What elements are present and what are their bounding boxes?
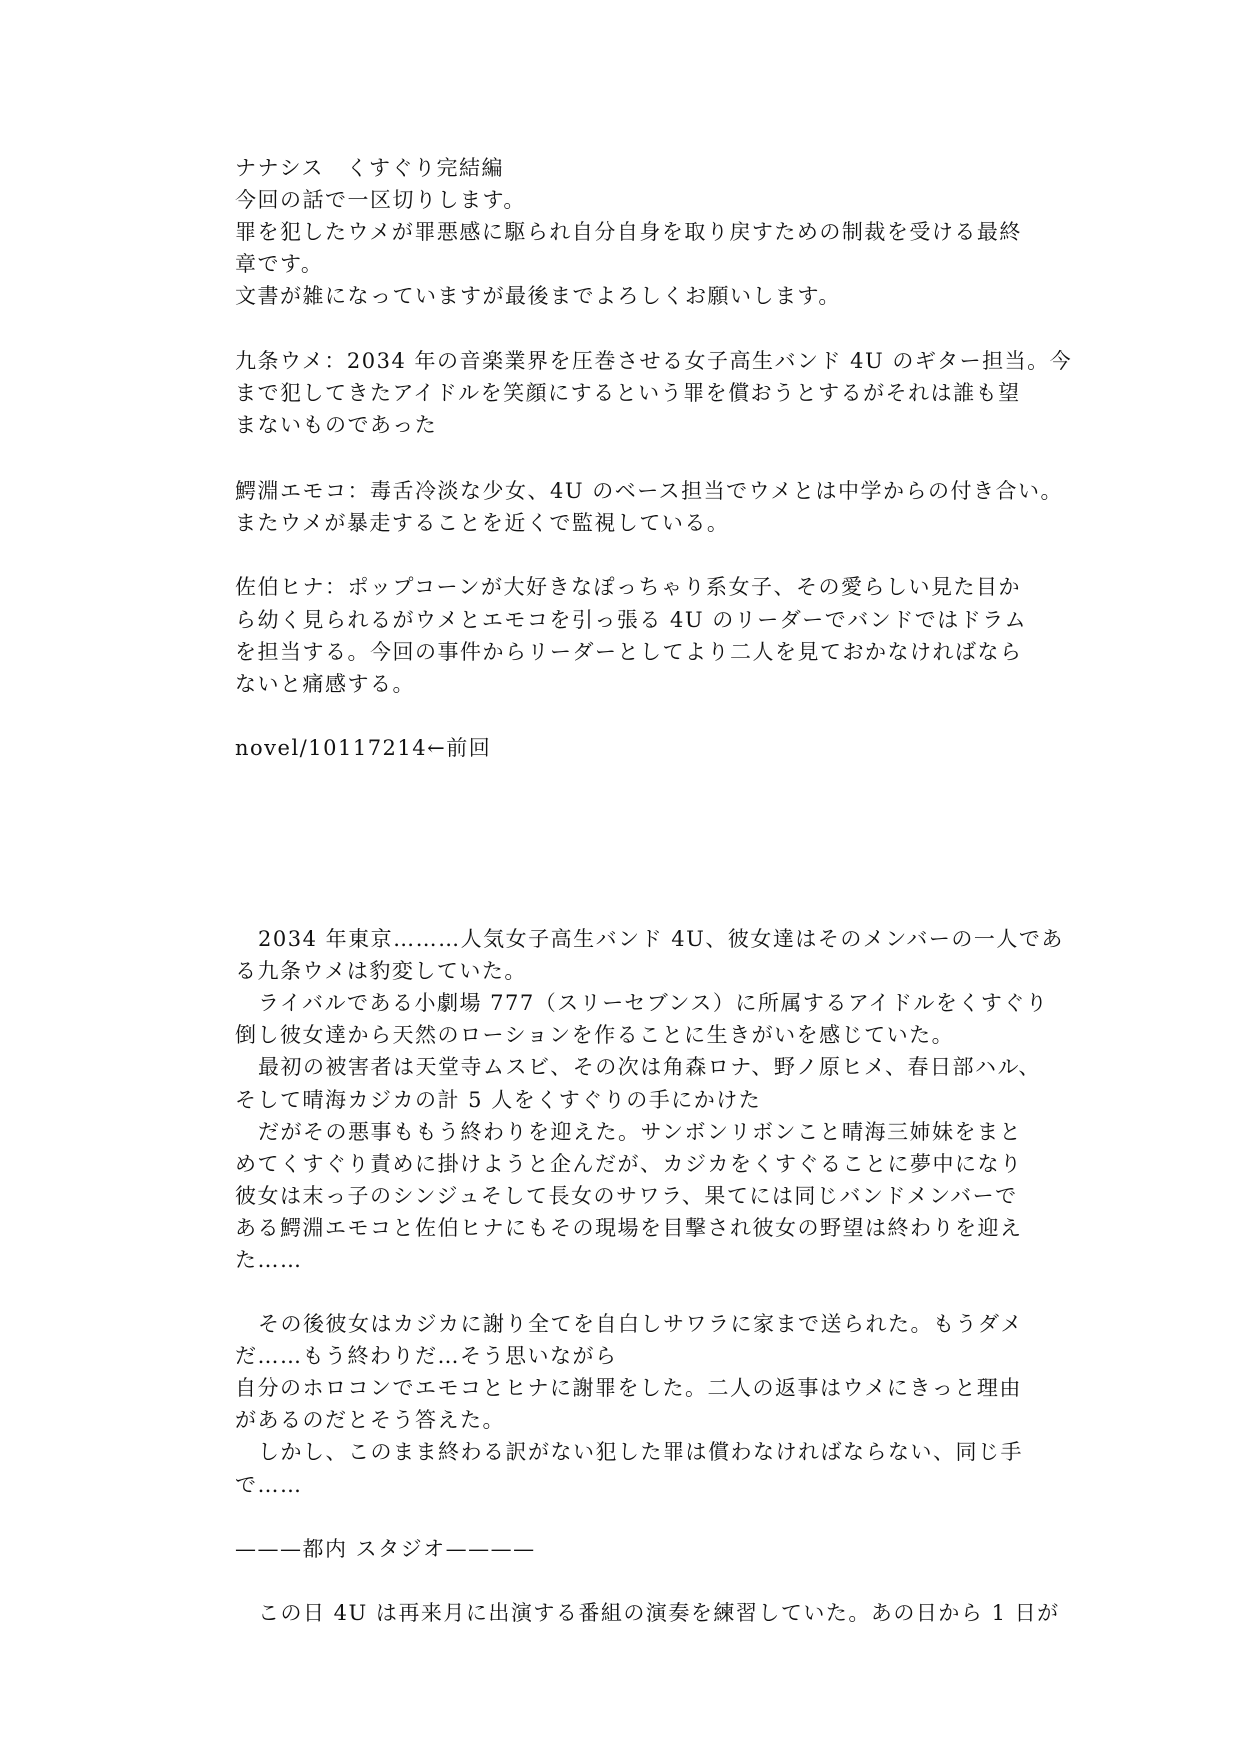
story-line: た……	[235, 1248, 303, 1272]
story-line: 2034 年東京………人気女子高生バンド 4U、彼女達はそのメンバーの一人であ	[258, 927, 1064, 951]
intro-line: 文書が雑になっていますが最後までよろしくお願いします。	[235, 284, 841, 308]
intro-line: 今回の話で一区切りします。	[235, 188, 526, 212]
story-line: 自分のホロコンでエモコとヒナに謝罪をした。二人の返事はウメにきっと理由	[235, 1376, 1022, 1400]
previous-chapter-link: novel/10117214←前回	[235, 736, 492, 760]
intro-line: 罪を犯したウメが罪悪感に駆られ自分自身を取り戻すための制裁を受ける最終	[235, 220, 1022, 244]
character-emoko-line: またウメが暴走することを近くで監視している。	[235, 511, 730, 535]
story-line: 最初の被害者は天堂寺ムスビ、その次は角森ロナ、野ノ原ヒメ、春日部ハル、	[258, 1055, 1041, 1079]
story-line: があるのだとそう答えた。	[235, 1408, 505, 1432]
character-hina-line: ら幼く見られるがウメとエモコを引っ張る 4U のリーダーでバンドではドラム	[235, 608, 1028, 632]
story-line: る九条ウメは豹変していた。	[235, 959, 527, 983]
story-line: この日 4U は再来月に出演する番組の演奏を練習していた。あの日から 1 日が	[258, 1601, 1060, 1625]
character-ume-line: 九条ウメ：2034 年の音楽業界を圧巻させる女子高生バンド 4U のギター担当。今	[235, 349, 1073, 373]
story-line: めてくすぐり責めに掛けようと企んだが、カジカをくすぐることに夢中になり	[235, 1152, 1023, 1176]
story-line: その後彼女はカジカに謝り全てを自白しサワラに家まで送られた。もうダメ	[258, 1312, 1023, 1336]
story-line: ライバルである小劇場 777（スリーセブンス）に所属するアイドルをくすぐり	[258, 991, 1049, 1015]
character-hina-line: 佐伯ヒナ：ポップコーンが大好きなぽっちゃり系女子、その愛らしい見た目か	[235, 575, 1022, 599]
character-hina-line: を担当する。今回の事件からリーダーとしてより二人を見ておかなければなら	[235, 640, 1023, 664]
story-line: 彼女は末っ子のシンジュそして長女のサワラ、果てには同じバンドメンバーで	[235, 1184, 1018, 1208]
character-ume-line: まないものであった	[235, 413, 438, 437]
story-line: で……	[235, 1473, 303, 1497]
story-line: だがその悪事ももう終わりを迎えた。サンボンリボンこと晴海三姉妹をまと	[258, 1120, 1022, 1144]
character-ume-line: まで犯してきたアイドルを笑顔にするという罪を償おうとするがそれは誰も望	[235, 381, 1021, 405]
story-line: そして晴海カジカの計 5 人をくすぐりの手にかけた	[235, 1088, 762, 1112]
character-emoko-line: 鰐淵エモコ：毒舌冷淡な少女、4U のベース担当でウメとは中学からの付き合い。	[235, 479, 1064, 503]
document-title: ナナシス くすぐり完結編	[235, 156, 504, 180]
story-line: しかし、このまま終わる訳がない犯した罪は償わなければならない、同じ手	[258, 1440, 1023, 1464]
scene-heading: ———都内 スタジオ————	[235, 1537, 536, 1561]
story-line: だ……もう終わりだ…そう思いながら	[235, 1344, 618, 1368]
intro-line: 章です。	[235, 252, 324, 276]
story-line: ある鰐淵エモコと佐伯ヒナにもその現場を目撃され彼女の野望は終わりを迎え	[235, 1216, 1023, 1240]
story-line: 倒し彼女達から天然のローションを作ることに生きがいを感じていた。	[235, 1023, 955, 1047]
character-hina-line: ないと痛感する。	[235, 672, 415, 696]
